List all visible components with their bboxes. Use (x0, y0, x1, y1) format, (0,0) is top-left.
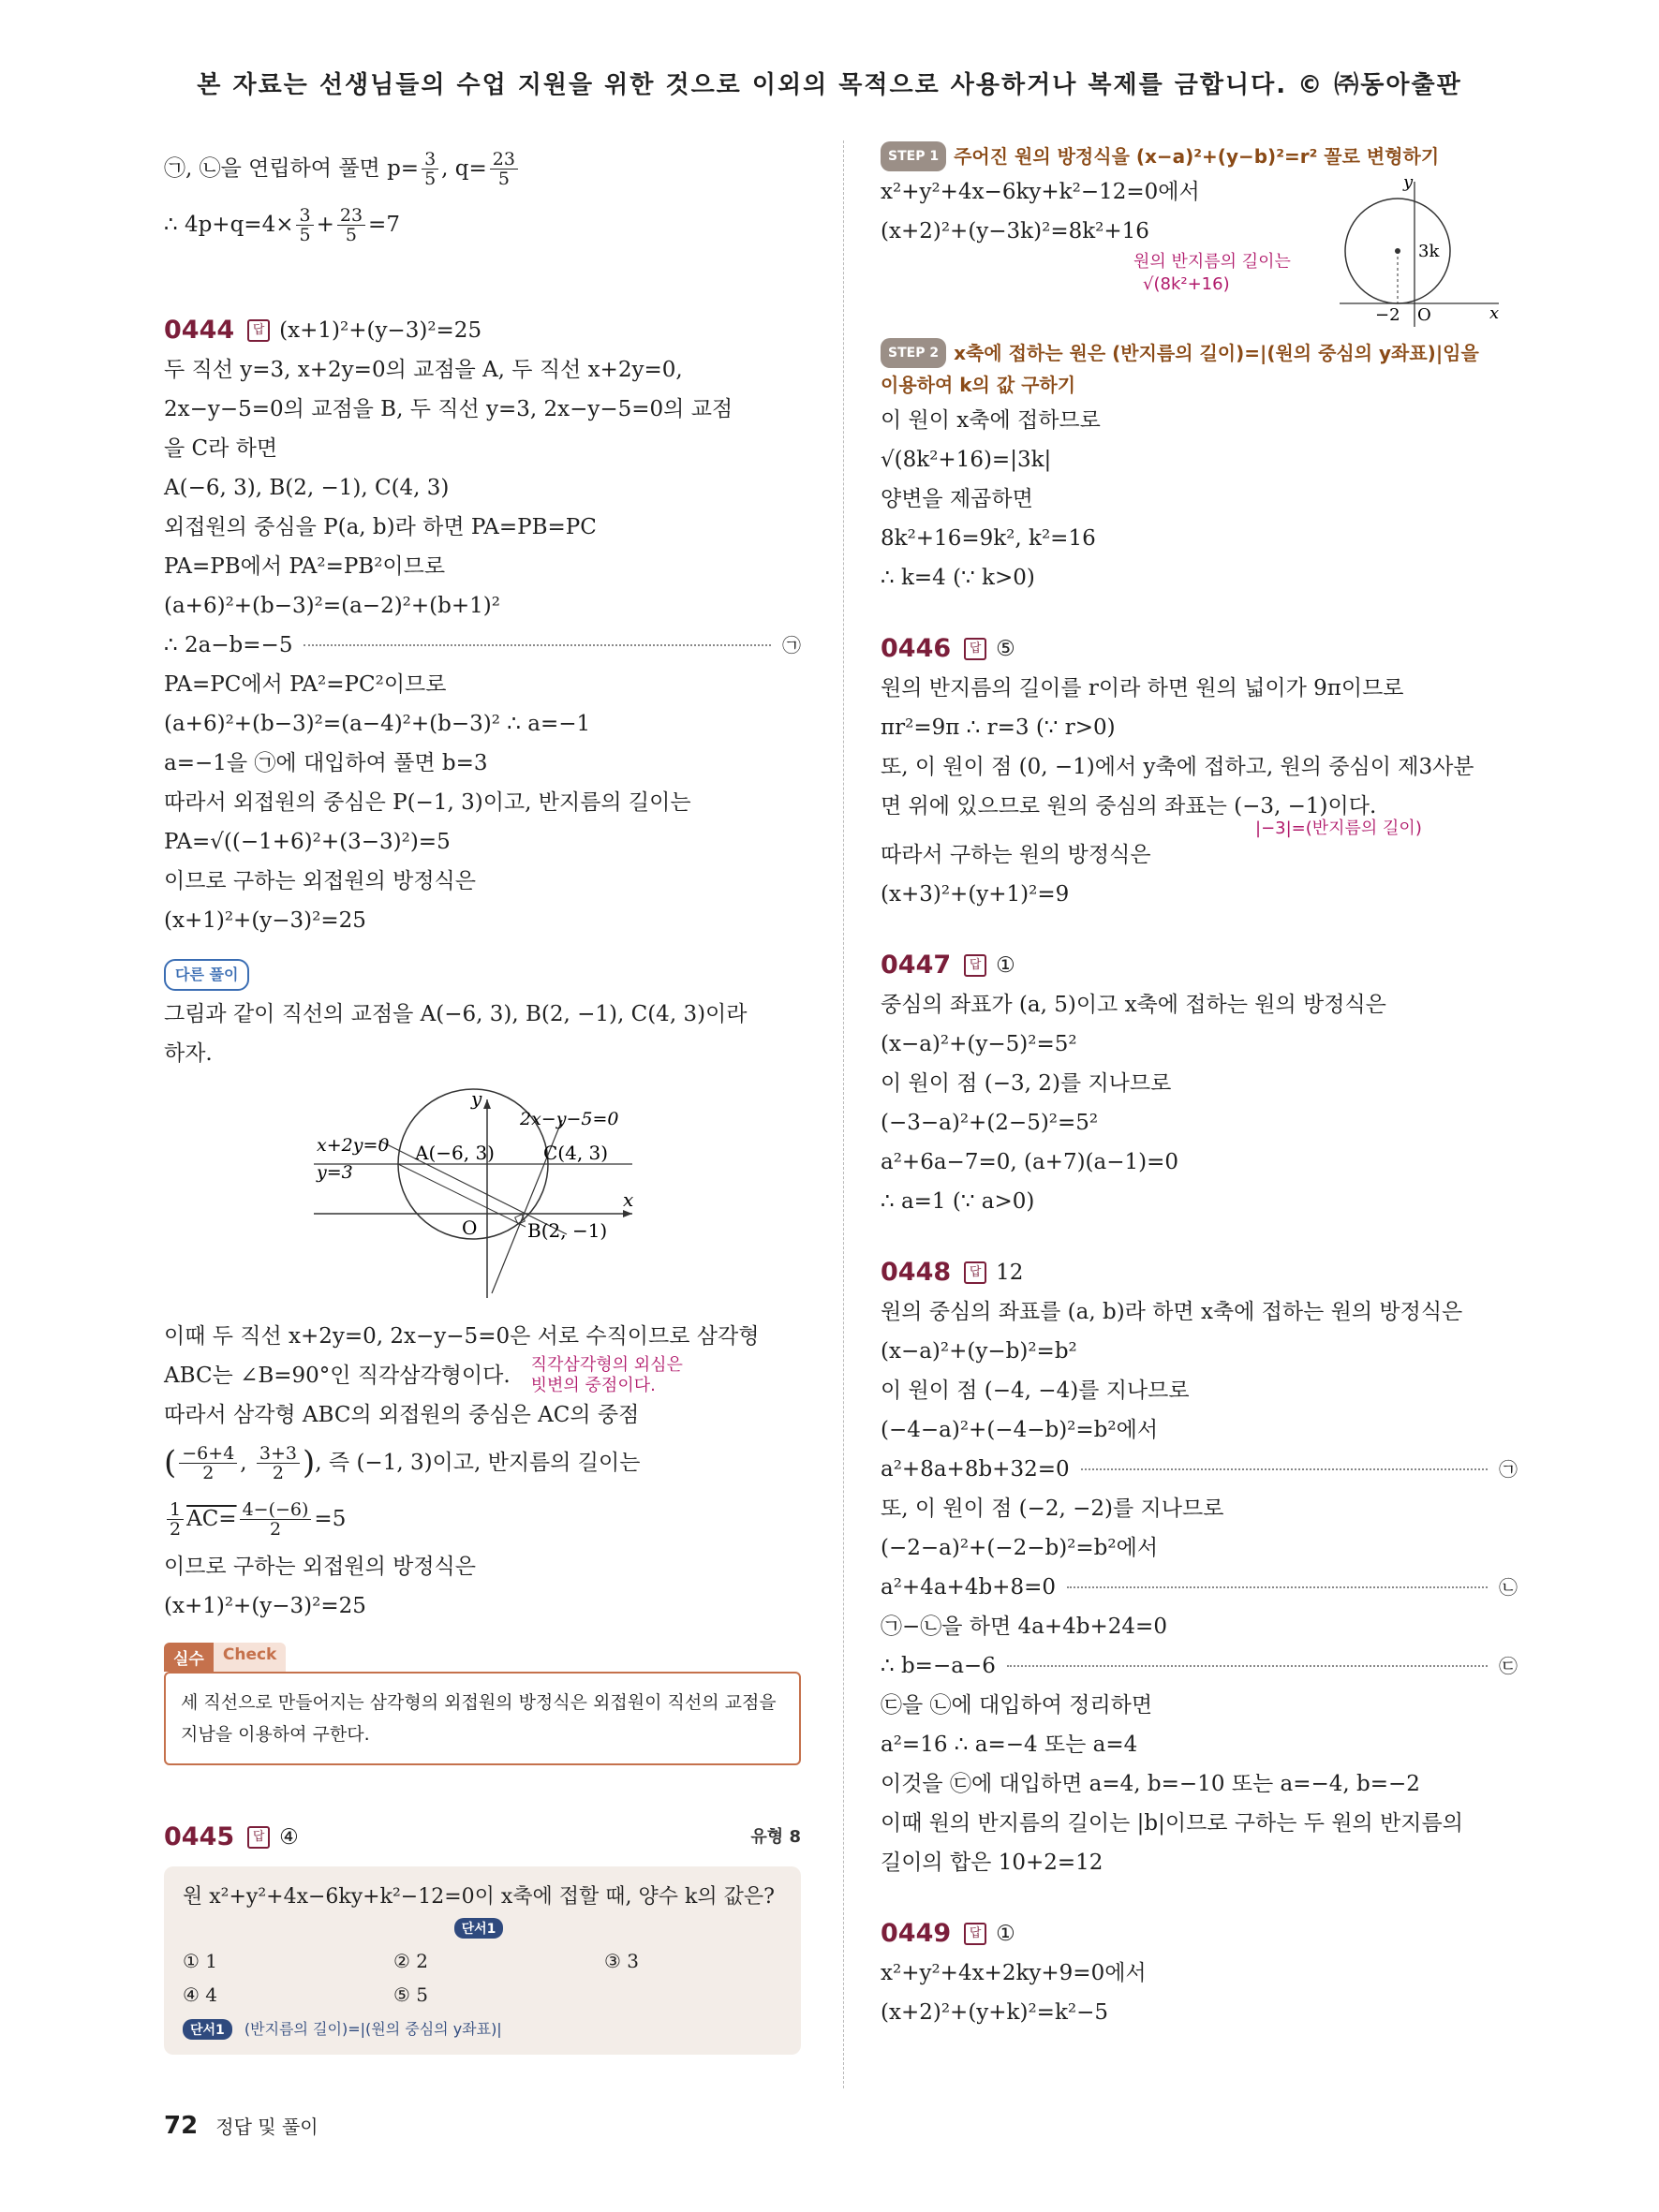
problem-header-0447 (881, 946, 1518, 985)
solution-line: 중심의 좌표가 (a, 5)이고 x축에 접하는 원의 방정식은 (881, 993, 1386, 1017)
problem-answer: (x+1)²+(y−3)²=25 (279, 318, 482, 343)
clue-text: (반지름의 길이)=|(원의 중심의 y좌표)| (244, 2020, 502, 2038)
copyright-banner: 본 자료는 선생님들의 수업 지원을 위한 것으로 이외의 목적으로 사용하거나 복제를 금합니다. © ㈜동아출판 (197, 71, 1462, 99)
choice-2[interactable]: ② 2 (393, 1950, 429, 1972)
step1-circle-figure (1340, 172, 1508, 332)
solution-line: 양변을 제곱하면 (881, 487, 1033, 511)
solution-line: PA=PB에서 PA²=PB²이므로 (164, 554, 446, 579)
problem-type-tag: 유형 8 (750, 1827, 801, 1847)
solution-line: a²+6a−7=0, (a+7)(a−1)=0 (881, 1150, 1179, 1174)
solution-line: √(8k²+16)=|3k| (881, 448, 1052, 472)
fig-label-line-y3: y=3 (317, 1162, 353, 1183)
choice-5[interactable]: ⑤ 5 (393, 1983, 429, 2006)
step1-title: 주어진 원의 방정식을 (x−a)²+(y−b)²=r² 꼴로 변형하기 (954, 145, 1440, 168)
page-footer (164, 2112, 318, 2140)
solution-line: 8k²+16=9k², k²=16 (881, 526, 1096, 551)
solution-line: (−3−a)²+(2−5)²=5² (881, 1111, 1099, 1135)
x-axis-arrow (623, 1210, 632, 1217)
solution-line: PA=PC에서 PA²=PC²이므로 (164, 672, 447, 697)
problem-answer: ① (996, 953, 1015, 978)
solution-line: 이때 원의 반지름의 길이는 |b|이므로 구하는 두 원의 반지름의 (881, 1811, 1463, 1836)
fraction: $\frac{-6+4}{2}$ (179, 1444, 237, 1482)
problem-number: 0449 (881, 1919, 952, 1948)
midpoint-line: ( $\frac{-6+4}{2}$ , $\frac{3+3}{2}$ ) , 즉 (−1, 3)이고, 반지름의 길이는 (164, 1442, 641, 1483)
fig1-label-y: y (1403, 172, 1414, 192)
margin-note: 직각삼각형의 외심은 빗변의 중점이다. (530, 1355, 683, 1395)
equation-marker: ㉢ (1499, 1655, 1518, 1677)
problem-number: 0448 (881, 1258, 952, 1287)
solution-line: 이므로 구하는 외접원의 방정식은 (164, 869, 476, 893)
solution-line: 이것을 ㉢에 대입하면 a=4, b=−10 또는 a=−4, b=−2 (881, 1772, 1420, 1796)
dotted-leader (304, 644, 771, 646)
problem-header-0448 (881, 1253, 1518, 1292)
column-divider (843, 140, 844, 2088)
y-axis-arrow (483, 1099, 491, 1109)
abs-note: |−3|=(반지름의 길이) (1255, 818, 1422, 838)
equation-marker: ㉠ (1499, 1458, 1518, 1481)
problem-answer: 12 (996, 1261, 1024, 1285)
dotted-leader (1007, 1665, 1488, 1667)
alt-solution-tag: 다른 풀이 (164, 959, 249, 991)
alt-solution-tag-row (164, 955, 801, 995)
solution-line: 이 원이 x축에 접하므로 (881, 408, 1101, 433)
problem-number: 0444 (164, 316, 235, 345)
step2-title: x축에 접하는 원은 (반지름의 길이)=|(원의 중심의 y좌표)|임을 (954, 342, 1479, 364)
solution-line: 따라서 구하는 원의 방정식은 (881, 843, 1151, 867)
fig1-label-m2: −2 (1375, 305, 1400, 325)
solution-line: x²+y²+4x+2ky+9=0에서 (881, 1961, 1147, 1985)
dotted-leader (1081, 1468, 1488, 1470)
footer-label: 정답 및 풀이 (215, 2116, 318, 2138)
fig-label-point-c: C(4, 3) (543, 1142, 609, 1164)
answer-icon: 답 (247, 1826, 270, 1849)
page-number: 72 (164, 2112, 199, 2140)
solution-line: 또, 이 원이 점 (0, −1)에서 y축에 접하고, 원의 중심이 제3사분 (881, 755, 1474, 779)
step2-badge: STEP 2 (881, 338, 946, 368)
solution-line: 따라서 외접원의 중심은 P(−1, 3)이고, 반지름의 길이는 (164, 790, 691, 815)
solution-line: A(−6, 3), B(2, −1), C(4, 3) (164, 476, 450, 500)
problem-answer: ⑤ (996, 637, 1015, 661)
intro-line-2: ∴ 4p+q=4× $\frac{3}{5}$ + $\frac{23}{5}$ =7 (164, 204, 400, 245)
solution-line: (x+2)²+(y−3k)²=8k²+16 (881, 219, 1149, 243)
fig-label-x: x (623, 1188, 634, 1211)
fraction: $\frac{3+3}{2}$ (257, 1444, 300, 1482)
fig1-label-3k: 3k (1418, 242, 1440, 261)
step1-badge: STEP 1 (881, 141, 946, 171)
solution-line: (x+1)²+(y−3)²=25 (164, 1594, 366, 1618)
solution-line: 외접원의 중심을 P(a, b)라 하면 PA=PB=PC (164, 515, 597, 539)
solution-line: (x−a)²+(y−5)²=5² (881, 1032, 1077, 1056)
problem-header-0446 (881, 629, 1518, 669)
answer-icon: 답 (964, 1261, 986, 1284)
solution-line: 원의 중심의 좌표를 (a, b)라 하면 x축에 접하는 원의 방정식은 (881, 1300, 1463, 1324)
solution-line: 그림과 같이 직선의 교점을 A(−6, 3), B(2, −1), C(4, 3)이라 (164, 1002, 748, 1026)
choice-3[interactable]: ③ 3 (604, 1950, 640, 1972)
solution-line: πr²=9π ∴ r=3 (∵ r>0) (881, 715, 1116, 740)
solution-line: a=−1을 ㉠에 대입하여 풀면 b=3 (164, 751, 488, 775)
solution-line: 이때 두 직선 x+2y=0, 2x−y−5=0은 서로 수직이므로 삼각형 (164, 1324, 760, 1349)
step2-header (881, 337, 1518, 369)
problem-header-0449 (881, 1914, 1518, 1954)
fig1-label-x: x (1489, 303, 1500, 323)
answer-icon: 답 (964, 638, 986, 660)
problem-header-0445 (164, 1818, 801, 1857)
solution-line: (−4−a)²+(−4−b)²=b²에서 (881, 1418, 1159, 1442)
equation-marker: ㉠ (782, 634, 801, 656)
solution-line: (a+6)²+(b−3)²=(a−4)²+(b−3)² ∴ a=−1 (164, 712, 591, 736)
solution-line: 2x−y−5=0의 교점을 B, 두 직선 y=3, 2x−y−5=0의 교점 (164, 397, 733, 421)
solution-line: 하자. (164, 1041, 213, 1066)
fraction: $\frac{1}{2}$ (167, 1500, 184, 1539)
equation-marker: ㉡ (1499, 1576, 1518, 1599)
answer-icon: 답 (247, 319, 270, 342)
solution-line: 을 C라 하면 (164, 436, 278, 461)
right-column (881, 140, 1518, 2032)
fig1-label-origin: O (1417, 305, 1431, 325)
fig-label-line-x2y0: x+2y=0 (317, 1135, 390, 1156)
fraction: $\frac{3}{5}$ (422, 150, 438, 188)
fig-label-point-a: A(−6, 3) (415, 1142, 495, 1164)
solution-line: (a+6)²+(b−3)²=(a−2)²+(b+1)² (164, 594, 500, 618)
problem-number: 0446 (881, 634, 952, 663)
solution-line: 두 직선 y=3, x+2y=0의 교점을 A, 두 직선 x+2y=0, (164, 358, 683, 382)
problem-box (164, 1866, 801, 2055)
fig-label-line-2xy5: 2x−y−5=0 (520, 1109, 619, 1129)
solution-line: ∴ a=1 (∵ a>0) (881, 1189, 1035, 1214)
radius-note: 원의 반지름의 길이는 √(8k²+16) (1133, 252, 1291, 294)
solution-line: 길이의 합은 10+2=12 (881, 1851, 1104, 1875)
solution-line: PA=√((−1+6)²+(3−3)²)=5 (164, 830, 451, 854)
fig-label-y: y (471, 1087, 482, 1110)
fraction: $\frac{3}{5}$ (296, 206, 313, 244)
problem-number: 0447 (881, 951, 952, 980)
problem-question: 원 x²+y²+4x−6ky+k²−12=0이 x축에 접할 때, 양수 k의 값은? (183, 1885, 775, 1909)
radius-line: $\frac{1}{2}$ AC= $\frac{4-(-6)}{2}$ =5 (164, 1491, 801, 1547)
solution-line: (x+2)²+(y+k)²=k²−5 (881, 2000, 1109, 2025)
choice-4[interactable]: ④ 4 (183, 1983, 218, 2006)
problem-header-0444 (164, 311, 801, 350)
intro-line-1: ㉠, ㉡을 연립하여 풀면 p= $\frac{3}{5}$ , q= $\frac{23}{5}$ (164, 140, 801, 197)
solution-line: ∴ k=4 (∵ k>0) (881, 566, 1035, 590)
step1-body (881, 172, 1518, 332)
solution-line: 이므로 구하는 외접원의 방정식은 (164, 1555, 476, 1579)
equation-line: ∴ b=−a−6 ㉢ (881, 1654, 1518, 1678)
fig-label-origin: O (462, 1217, 478, 1239)
solution-line: x²+y²+4x−6ky+k²−12=0에서 (881, 180, 1200, 204)
solution-line: ㉢을 ㉡에 대입하여 정리하면 (881, 1693, 1153, 1718)
circumcircle-figure (164, 1083, 801, 1317)
fraction: $\frac{23}{5}$ (490, 150, 518, 188)
solution-line: 또, 이 원이 점 (−2, −2)를 지나므로 (881, 1497, 1224, 1521)
equation-line: ∴ 2a−b=−5 ㉠ (164, 633, 801, 657)
clue-badge: 단서1 (454, 1918, 504, 1939)
solution-line: a²=16 ∴ a=−4 또는 a=4 (881, 1733, 1138, 1757)
fig-label-point-b: B(2, −1) (527, 1219, 608, 1242)
clue-badge: 단서1 (183, 2019, 232, 2040)
fraction: $\frac{23}{5}$ (337, 206, 365, 244)
answer-icon: 답 (964, 954, 986, 977)
solution-line: 따라서 삼각형 ABC의 외접원의 중심은 AC의 중점 (164, 1403, 640, 1427)
answer-icon: 답 (964, 1923, 986, 1945)
left-column (164, 140, 801, 2055)
mistake-check-box: 세 직선으로 만들어지는 삼각형의 외접원의 방정식은 외접원이 직선의 교점을 지남을 이용하여 구한다. (164, 1672, 801, 1765)
equation-line: a²+4a+4b+8=0 ㉡ (881, 1575, 1518, 1600)
equation-line: a²+8a+8b+32=0 ㉠ (881, 1457, 1518, 1482)
solution-line: 원의 반지름의 길이를 r이라 하면 원의 넓이가 9π이므로 (881, 676, 1404, 700)
step1-header (881, 140, 1518, 172)
solution-line: ㉠−㉡을 하면 4a+4b+24=0 (881, 1615, 1167, 1639)
solution-line: (−2−a)²+(−2−b)²=b²에서 (881, 1536, 1159, 1560)
solution-line: 이 원이 점 (−3, 2)를 지나므로 (881, 1071, 1172, 1096)
dotted-leader (1067, 1586, 1488, 1588)
solution-line: (x−a)²+(y−b)²=b² (881, 1339, 1077, 1364)
problem-number: 0445 (164, 1822, 235, 1851)
step2-title-cont: 이용하여 k의 값 구하기 (881, 374, 1076, 396)
choice-1[interactable]: ① 1 (183, 1950, 218, 1972)
fraction: $\frac{4-(-6)}{2}$ (240, 1500, 312, 1539)
solution-line: 이 원이 점 (−4, −4)를 지나므로 (881, 1379, 1190, 1403)
solution-line-with-note: ABC는 ∠B=90°인 직각삼각형이다. 직각삼각형의 외심은 빗변의 중점이다. (164, 1355, 683, 1395)
solution-line: (x+3)²+(y+1)²=9 (881, 882, 1070, 907)
solution-line: (x+1)²+(y−3)²=25 (164, 908, 366, 933)
problem-answer: ④ (279, 1825, 299, 1850)
mistake-check-tag: 실수 Check (164, 1643, 286, 1672)
solution-line: 면 위에 있으므로 원의 중심의 좌표는 (−3, −1)이다. (881, 794, 1377, 818)
problem-answer: ① (996, 1922, 1015, 1946)
